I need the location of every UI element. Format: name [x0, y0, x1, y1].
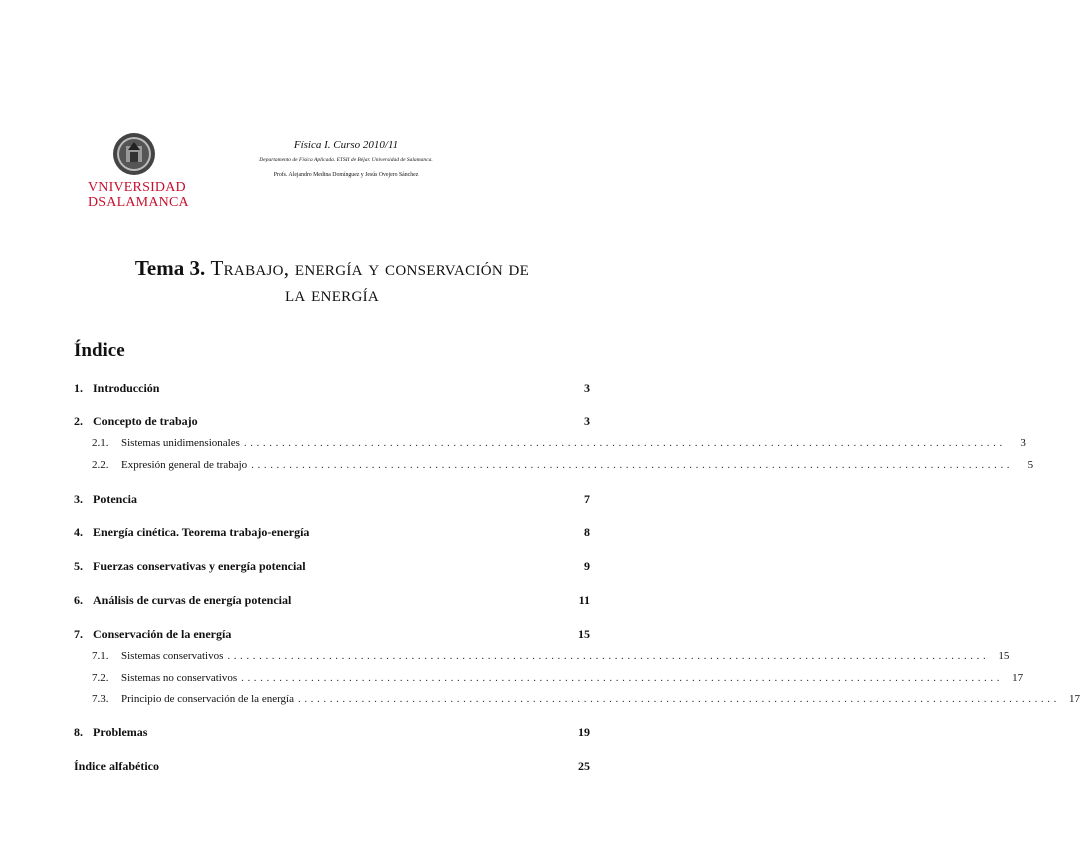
toc-entry[interactable] [74, 380, 590, 396]
toc-entry-page: 8 [584, 525, 590, 539]
toc-entry-number: 6. [74, 593, 83, 607]
toc-entry[interactable] [74, 670, 1024, 686]
dot-leader: ........................................................................................................................ [297, 693, 1060, 705]
toc-entry[interactable] [74, 435, 1026, 451]
toc-entry-number: 5. [74, 559, 83, 573]
toc-entry-number: 7.1. [92, 650, 109, 662]
toc-entry-page: 7 [584, 492, 590, 506]
toc-entry-number: 8. [74, 725, 83, 739]
toc-entry[interactable] [74, 524, 590, 540]
toc-entry[interactable] [74, 626, 590, 642]
toc-entry-title: Introducción [93, 381, 160, 395]
toc-entry-page: 15 [998, 650, 1010, 662]
title-text-line1: Trabajo, energía y conservación de [210, 256, 530, 280]
dot-leader: ........................................................................................................................ [241, 672, 1004, 684]
toc-entry-page: 3 [584, 381, 590, 395]
toc-entry[interactable] [74, 691, 1080, 707]
toc-entry-page: 19 [578, 725, 590, 739]
toc-entry-title: Índice alfabético [74, 759, 159, 773]
toc-entry-title: Concepto de trabajo [93, 414, 198, 428]
toc-entry-page: 25 [578, 759, 590, 773]
toc-entry-title: Fuerzas conservativas y energía potencial [93, 559, 306, 573]
toc-entry[interactable] [74, 648, 1010, 664]
toc-entry-page: 17 [1068, 693, 1080, 705]
toc-entry-number: 3. [74, 492, 83, 506]
toc-entry-title: Expresión general de trabajo [121, 459, 248, 471]
toc-entry[interactable] [74, 413, 590, 429]
title-label: Tema 3. [134, 256, 206, 280]
toc-entry-page: 3 [584, 414, 590, 428]
toc-entry-title: Conservación de la energía [93, 627, 232, 641]
toc-entry-title: Problemas [93, 725, 148, 739]
toc-entry-number: 2.2. [92, 459, 109, 471]
dot-leader: ........................................................................................................................ [227, 650, 990, 662]
toc-entry-page: 3 [1020, 437, 1026, 449]
toc-entry-page: 15 [578, 627, 590, 641]
toc-entry-number: 4. [74, 525, 83, 539]
university-name-line2: DSALAMANCA [88, 195, 189, 210]
toc-entry[interactable] [74, 457, 1034, 473]
page-title [74, 255, 590, 307]
toc-entry[interactable] [74, 592, 590, 608]
toc-entry-number: 7.2. [92, 672, 109, 684]
toc-entry-title: Análisis de curvas de energía potencial [93, 593, 292, 607]
toc-entry-number: 2. [74, 414, 83, 428]
course-line: Física I. Curso 2010/11 [293, 139, 399, 151]
toc-entry[interactable] [74, 558, 590, 574]
toc-entry-title: Potencia [93, 492, 137, 506]
toc-heading: Índice [74, 340, 125, 361]
toc-entry-page: 11 [578, 593, 590, 607]
toc-entry-title: Energía cinética. Teorema trabajo-energía [93, 525, 310, 539]
dot-leader: ........................................................................................................................ [243, 437, 1006, 449]
dot-leader: ........................................................................................................................ [251, 459, 1014, 471]
toc-entry-page: 5 [1027, 459, 1034, 471]
toc-entry-title: Principio de conservación de la energía [121, 693, 294, 705]
toc-entry-title: Sistemas conservativos [121, 650, 224, 662]
university-logo [88, 132, 189, 210]
toc-entry-title: Sistemas no conservativos [121, 672, 238, 684]
toc-entry[interactable] [74, 758, 590, 774]
toc-entry-page: 9 [584, 559, 590, 573]
department-line: Departamento de Física Aplicada. ETSII de Béjar. Universidad de Salamanca. [259, 157, 433, 163]
professors-line: Profs. Alejandro Medina Domínguez y Jesús Ovejero Sánchez [273, 172, 419, 178]
toc-entry-number: 1. [74, 381, 83, 395]
document-header [196, 138, 496, 180]
university-name-line1: VNIVERSIDAD [88, 180, 186, 195]
toc-entry[interactable] [74, 724, 590, 740]
university-seal-icon [112, 132, 156, 176]
toc-entry-page: 17 [1012, 672, 1024, 684]
toc-entry[interactable] [74, 491, 590, 507]
toc-entry-number: 7. [74, 627, 83, 641]
toc-entry-title: Sistemas unidimensionales [121, 437, 240, 449]
title-text-line2: la energía [284, 282, 380, 306]
toc-entry-number: 2.1. [92, 437, 109, 449]
toc-entry-number: 7.3. [92, 693, 109, 705]
